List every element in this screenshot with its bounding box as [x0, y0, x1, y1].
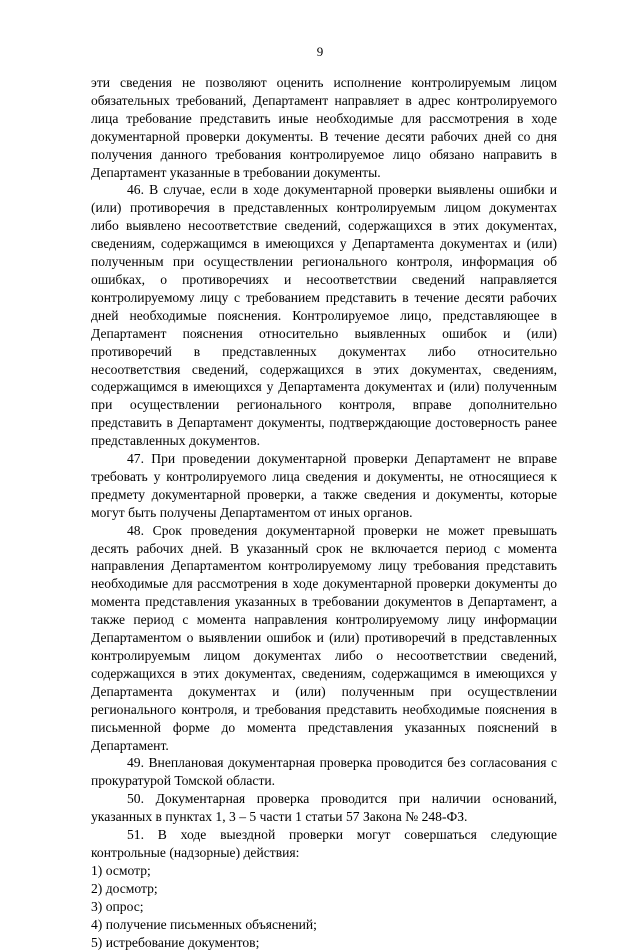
- document-body: [91, 74, 557, 951]
- list-item: 1) осмотр;: [91, 862, 557, 880]
- paragraph-50: 50. Документарная проверка проводится при наличии оснований, указанных в пунктах 1, 3 – 5 части 1 статьи 57 Закона № 248-ФЗ.: [91, 790, 557, 826]
- page-number: 9: [0, 44, 640, 60]
- paragraph-47: 47. При проведении документарной проверки Департамент не вправе требовать у контролируемого лица сведения и документы, не относящиеся к предмету документарной проверки, а также сведения и документы, которые могут быть получены Департаментом от иных органов.: [91, 450, 557, 522]
- paragraph-49: 49. Внеплановая документарная проверка проводится без согласования с прокуратурой Томской области.: [91, 754, 557, 790]
- paragraph-48: 48. Срок проведения документарной проверки не может превышать десять рабочих дней. В указанный срок не включается период с момента направления Департаментом контролируемому лицу требования представить необходимые для рассмотрения в ходе документарной проверки документы до момента представления указанных в требовании документов в Департамент, а также период с момента направления контролируемому лицу информации Департаментом о выявлении ошибок и (или) противоречий в представленных контролируемым лицом документах либо о несоответствии сведений, содержащихся в этих документах, сведениям, содержащимся в имеющихся у Департамента документах и (или) полученным при осуществлении регионального контроля, и требования представить необходимые пояснения в письменной форме до момента представления указанных пояснений в Департамент.: [91, 522, 557, 755]
- paragraph-46: 46. В случае, если в ходе документарной проверки выявлены ошибки и (или) противоречия в представленных контролируемым лицом документах либо выявлено несоответствие сведений, содержащихся в этих документах, сведениям, содержащимся в имеющихся у Департамента документах и (или) полученным при осуществлении регионального контроля, информация об ошибках, о противоречиях и несоответствии сведений направляется контролируемому лицу с требованием представить в течение десяти рабочих дней необходимые пояснения. Контролируемое лицо, представляющее в Департамент пояснения относительно выявленных ошибок и (или) противоречий в представленных документах либо относительно несоответствия сведений, содержащихся в этих документах, сведениям, содержащимся в имеющихся у Департамента документах и (или) полученным при осуществлении регионального контроля, вправе дополнительно представить в Департамент документы, подтверждающие достоверность ранее представленных документов.: [91, 181, 557, 450]
- list-item: 3) опрос;: [91, 898, 557, 916]
- list-item: 4) получение письменных объяснений;: [91, 916, 557, 934]
- list-item: 5) истребование документов;: [91, 934, 557, 951]
- paragraph-continuation: эти сведения не позволяют оценить исполнение контролируемым лицом обязательных требований, Департамент направляет в адрес контролируемого лица требование представить иные необходимые для рассмотрения в ходе документарной проверки документы. В течение десяти рабочих дней со дня получения данного требования контролируемое лицо обязано направить в Департамент указанные в требовании документы.: [91, 74, 557, 181]
- paragraph-51: 51. В ходе выездной проверки могут совершаться следующие контрольные (надзорные) действия:: [91, 826, 557, 862]
- list-item: 2) досмотр;: [91, 880, 557, 898]
